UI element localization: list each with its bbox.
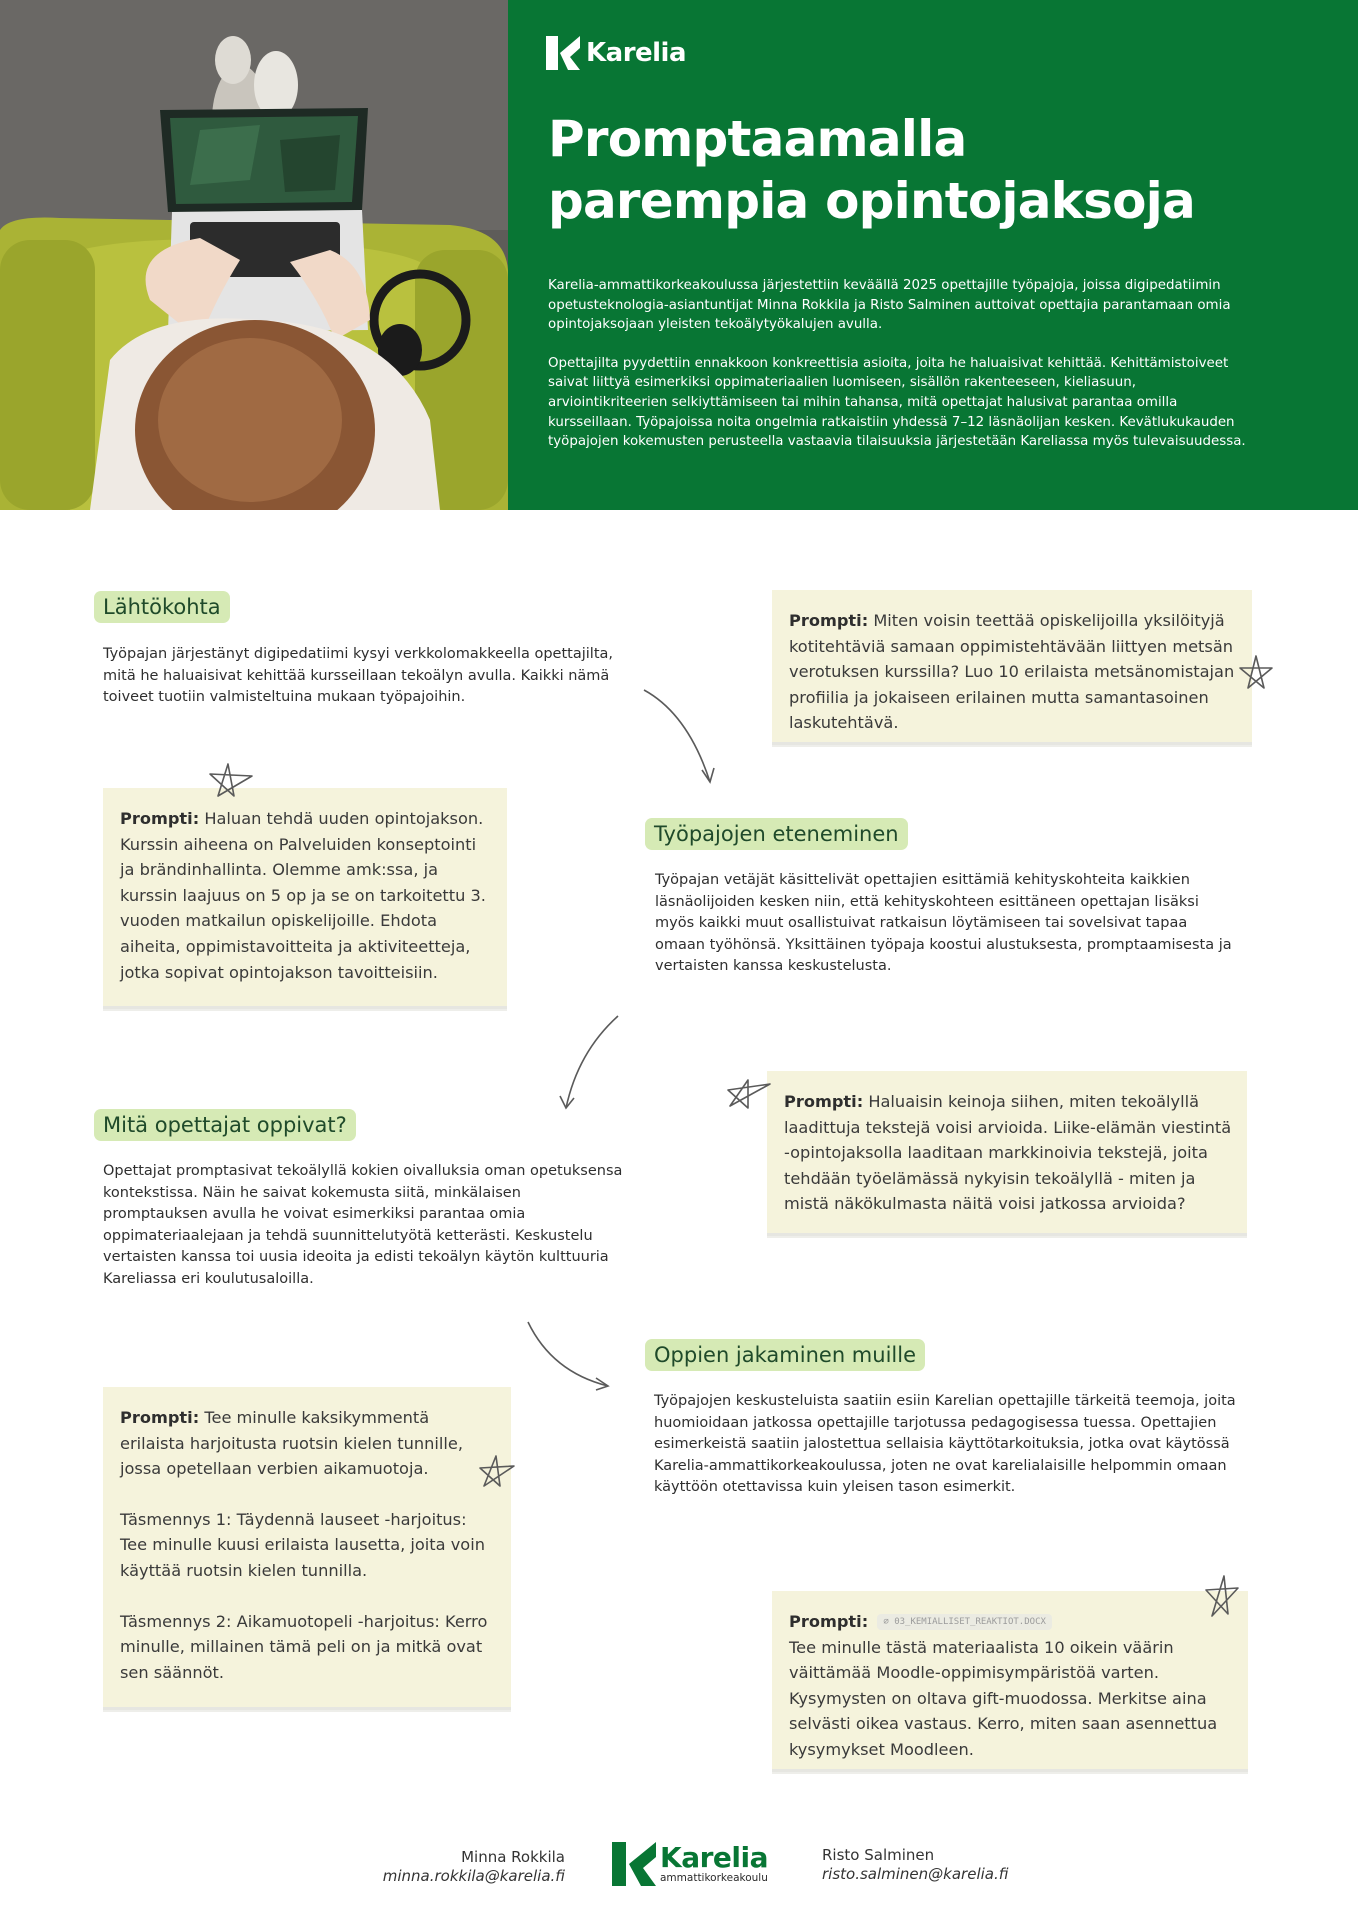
prompt-text-5: Tee minulle tästä materiaalista 10 oikein väärin väittämää Moodle-oppimisympäristöä varten. Kysymysten on oltava gift-muodossa. Merkitse aina selvästi oikea vastaus. Kerro, miten saan asennettua kysymykset Moodleen. [789, 1637, 1218, 1759]
karelia-subtitle: ammattikorkeakoulu [660, 1872, 768, 1884]
page-title [548, 108, 1195, 232]
prompt-text-3: Haluaisin keinoja siihen, miten tekoälyllä laadittuja tekstejä voisi arvioida. Liike-elämän viestintä -opintojaksolla laaditaan markkinoivia tekstejä, joita tehdään työelämässä nykyisin tekoälyllä - miten ja mistä näkökulmasta näitä voisi jatkossa arvioida? [784, 1092, 1232, 1214]
prompt-card-3 [767, 1071, 1247, 1233]
star-doodle-icon [1204, 1574, 1240, 1618]
prompt-label: Prompti: [789, 611, 869, 630]
karelia-wordmark: Karelia [586, 38, 687, 68]
prompt-label: Prompti: [784, 1092, 864, 1111]
section-body-jakaminen: Työpajojen keskusteluista saatiin esiin Karelian opettajille tärkeitä teemoja, joita huomioidaan jatkossa opettajille tarjotussa pedagogisessa tuessa. Opettajien esimerkeistä saatiin jalostettua sellaisia käyttötarkoituksia, jotka ovat käytössä Karelia-ammattikorkeakoulussa, joten ne ovat karelialaisille helpommin omaan käyttöön otettavissa kuin yleisen tason esimerkit. [654, 1393, 1236, 1495]
prompt-refinement-2: Täsmennys 2: Aikamuotopeli -harjoitus: Kerro minulle, millainen tämä peli on ja mitkä ovat sen säännöt. [120, 1611, 488, 1682]
arrow-down-right-icon [640, 686, 720, 786]
contact-left [380, 1848, 565, 1886]
section-heading-lahtokohta: Lähtökohta [94, 591, 230, 623]
prompt-label: Prompti: [120, 809, 200, 828]
prompt-card-2 [103, 788, 507, 1006]
page-title-line-2: parempia opintojaksoja [548, 172, 1195, 230]
star-doodle-icon [1236, 652, 1276, 692]
section-body-eteneminen: Työpajan vetäjät käsittelivät opettajien esittämiä kehityskohteita kaikkien läsnäolijoiden kesken niin, että kehityskohteen esittäneen opettajan lisäksi myös kaikki muut osallistuivat ratkaisun löytämiseen tai sovelsivat tapaa omaan työhönsä. Yksittäinen työpaja koostui alustuksesta, promptaamisesta ja vertaisten kanssa keskustelusta. [655, 872, 1232, 974]
section-heading-eteneminen: Työpajojen eteneminen [645, 818, 908, 850]
star-doodle-icon [726, 1076, 772, 1110]
contact-right-email[interactable]: risto.salminen@karelia.fi [822, 1865, 1009, 1883]
section-heading-jakaminen: Oppien jakaminen muille [645, 1339, 925, 1371]
prompt-card-4 [103, 1387, 511, 1707]
prompt-label: Prompti: [120, 1408, 200, 1427]
karelia-k-icon [546, 36, 580, 70]
contact-left-email[interactable]: minna.rokkila@karelia.fi [382, 1867, 565, 1885]
attached-file-chip[interactable] [877, 1614, 1052, 1630]
hero-green-panel [508, 0, 1358, 510]
arrow-down-left-icon [556, 1014, 626, 1114]
contact-left-name: Minna Rokkila [461, 1848, 565, 1866]
karelia-logo-top[interactable] [546, 36, 686, 70]
section-heading-oppivat: Mitä opettajat oppivat? [94, 1109, 356, 1141]
prompt-text-4: Tee minulle kaksikymmentä erilaista harjoitusta ruotsin kielen tunnille, jossa opetellaan verbien aikamuotoja. [120, 1408, 463, 1479]
karelia-logo-text [660, 1841, 768, 1884]
prompt-card-5 [772, 1591, 1248, 1769]
attached-file-name: 03_KEMIALLISET_REAKTIOT.DOCX [894, 1617, 1046, 1627]
prompt-label: Prompti: [789, 1612, 869, 1631]
star-doodle-icon [478, 1454, 516, 1488]
paperclip-icon: ⌀ [883, 1617, 889, 1627]
karelia-wordmark-bottom: Karelia [660, 1841, 768, 1874]
intro-paragraph-2: Opettajilta pyydettiin ennakkoon konkreettisia asioita, joita he haluaisivat kehittää. Kehittämistoiveet saivat liittyä esimerkiksi oppimateriaalien luomiseen, sisällön rakenteeseen, kieliasuun, arviointikriteerien selkiyttämiseen tai mihin tahansa, mitä opettajat halusivat parantaa omilla kursseillaan. Työpajoissa noita ongelmia ratkaistiin yhdessä 7–12 läsnäolijan kesken. Kevätlukukauden työpajojen kokemusten perusteella vastaavia tilaisuuksia järjestetään Kareliassa myös tulevaisuudessa. [548, 355, 1246, 450]
karelia-k-icon [612, 1842, 656, 1886]
intro-text [548, 276, 1248, 471]
section-body-oppivat: Opettajat promptasivat tekoälyllä kokien oivalluksia oman opetuksensa kontekstissa. Näin he saivat kokemusta siitä, minkälaisen promptauksen avulla he voivat esimerkiksi parantaa omia oppimateriaalejaan ja tehdä suunnittelutyötä ketterästi. Keskustelu vertaisten kanssa toi uusia ideoita ja edisti tekoälyn käytön kulttuuria Kareliassa eri koulutusaloilla. [103, 1163, 623, 1287]
section-body-lahtokohta: Työpajan järjestänyt digipedatiimi kysyi verkkolomakkeella opettajilta, mitä he haluaisivat kehittää kursseillaan tekoälyn avulla. Kaikki nämä toiveet tuotiin valmisteltuina mukaan työpajoihin. [103, 646, 613, 705]
page-title-line-1: Promptaamalla [548, 110, 967, 168]
prompt-card-1 [772, 590, 1252, 742]
hero-photo [0, 0, 508, 510]
prompt-text-1: Miten voisin teettää opiskelijoilla yksilöityjä kotitehtäviä samaan oppimistehtävään liittyen metsän verotuksen kurssilla? Luo 10 erilaista metsänomistajan profiilia ja jokaiseen erilainen mutta samantasoinen laskutehtävä. [789, 611, 1235, 733]
contact-right-name: Risto Salminen [822, 1846, 935, 1864]
intro-paragraph-1: Karelia-ammattikorkeakoulussa järjestettiin keväällä 2025 opettajille työpajoja, joissa digipedatiimin opetusteknologia-asiantuntijat Minna Rokkila ja Risto Salminen auttoivat opettajia parantamaan omia opintojaksojaan yleisten tekoälytyökalujen avulla. [548, 278, 1231, 333]
arrow-right-icon [524, 1320, 614, 1390]
contact-right [822, 1846, 1042, 1884]
karelia-logo-bottom[interactable] [612, 1842, 768, 1886]
prompt-refinement-1: Täsmennys 1: Täydennä lauseet -harjoitus: Tee minulle kuusi erilaista lausetta, joita voin käyttää ruotsin kielen tunnilla. [120, 1509, 485, 1580]
laptop-photo-illustration [0, 0, 508, 510]
star-doodle-icon [208, 762, 254, 798]
prompt-text-2: Haluan tehdä uuden opintojakson. Kurssin aiheena on Palveluiden konseptointi ja brändinhallinta. Olemme amk:ssa, ja kurssin laajuus on 5 op ja se on tarkoitettu 3. vuoden matkailun opiskelijoille. Ehdota aiheita, oppimistavoitteita ja aktiviteetteja, jotka sopivat opintojakson tavoitteisiin. [120, 809, 486, 982]
hero [0, 0, 1358, 510]
